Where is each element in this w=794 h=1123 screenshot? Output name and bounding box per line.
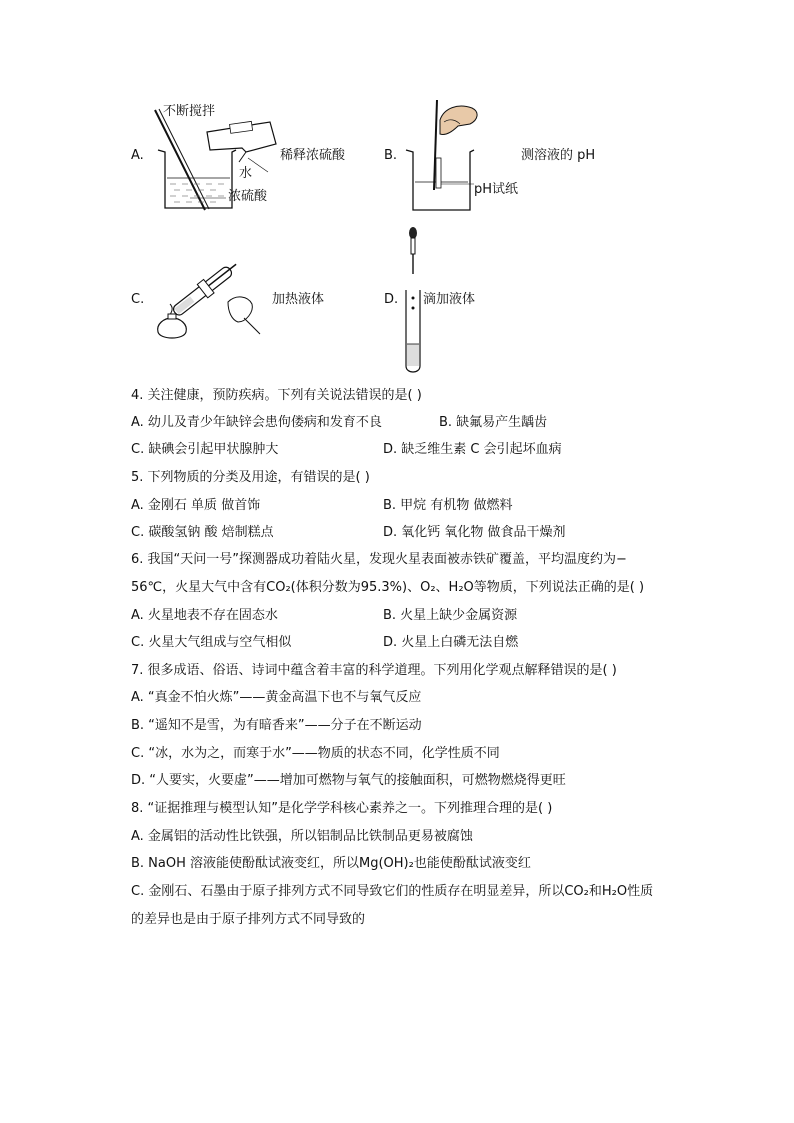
question-6-stem-line-2: 56℃，火星大气中含有CO₂(体积分数为95.3%)、O₂、H₂O等物质，下列说法正确的是( ) (131, 580, 645, 595)
question-4-option-a: A. 幼儿及青少年缺锌会患佝偻病和发育不良 (131, 415, 382, 430)
caption-heat-liquid: 加热液体 (272, 292, 325, 307)
question-6-stem-line-1: 6. 我国“天问一号”探测器成功着陆火星，发现火星表面被赤铁矿覆盖，平均温度约为− (131, 552, 627, 567)
question-7-option-b: B. “遥知不是雪，为有暗香来”——分子在不断运动 (131, 718, 422, 733)
question-7-option-d: D. “人要实，火要虚”——增加可燃物与氧气的接触面积，可燃物燃烧得更旺 (131, 773, 566, 788)
question-8-option-c-line-1: C. 金刚石、石墨由于原子排列方式不同导致它们的性质存在明显差异，所以CO₂和H₂O性质 (131, 884, 654, 899)
question-5-option-b: B. 甲烷 有机物 做燃料 (383, 498, 513, 513)
question-7-option-a: A. “真金不怕火炼”——黄金高温下也不与氧气反应 (131, 690, 422, 705)
question-6-option-c: C. 火星大气组成与空气相似 (131, 635, 292, 650)
question-4-option-b: B. 缺氟易产生龋齿 (439, 415, 548, 430)
question-5-option-c: C. 碳酸氢钠 酸 焙制糕点 (131, 525, 274, 540)
heat-liquid-figure (148, 250, 268, 350)
question-4-stem: 4. 关注健康，预防疾病。下列有关说法错误的是( ) (131, 388, 422, 403)
option-letter-b: B. (384, 148, 398, 163)
question-5-option-a: A. 金刚石 单质 做首饰 (131, 498, 261, 513)
question-8-option-c-line-2: 的差异也是由于原子排列方式不同导致的 (131, 912, 366, 927)
measure-ph-figure (400, 98, 530, 216)
caption-measure-ph: 测溶液的 pH (521, 148, 596, 163)
label-ph-paper: pH试纸 (474, 182, 519, 197)
option-letter-d: D. (384, 292, 399, 307)
caption-drop-liquid: 滴加液体 (423, 292, 476, 307)
question-4-option-d: D. 缺乏维生素 C 会引起坏血病 (383, 442, 562, 457)
caption-dilute-acid: 稀释浓硫酸 (280, 148, 346, 163)
question-5-stem: 5. 下列物质的分类及用途，有错误的是( ) (131, 470, 370, 485)
question-6-option-b: B. 火星上缺少金属资源 (383, 608, 518, 623)
question-7-option-c: C. “冰，水为之，而寒于水”——物质的状态不同，化学性质不同 (131, 746, 500, 761)
option-letter-a: A. (131, 148, 144, 163)
question-7-stem: 7. 很多成语、俗语、诗词中蕴含着丰富的科学道理。下列用化学观点解释错误的是( ) (131, 663, 617, 678)
label-stir: 不断搅拌 (163, 104, 216, 119)
option-letter-c: C. (131, 292, 145, 307)
question-8-option-b: B. NaOH 溶液能使酚酞试液变红，所以Mg(OH)₂也能使酚酞试液变红 (131, 856, 531, 871)
question-8-stem: 8. “证据推理与模型认知”是化学学科核心素养之一。下列推理合理的是( ) (131, 801, 553, 816)
question-6-option-d: D. 火星上白磷无法自燃 (383, 635, 519, 650)
question-8-option-a: A. 金属铝的活动性比铁强，所以铝制品比铁制品更易被腐蚀 (131, 829, 473, 844)
label-water: 水 (239, 166, 253, 181)
label-conc-acid: 浓硫酸 (228, 189, 268, 204)
question-5-option-d: D. 氧化钙 氧化物 做食品干燥剂 (383, 525, 566, 540)
question-4-option-c: C. 缺碘会引起甲状腺肿大 (131, 442, 279, 457)
question-6-option-a: A. 火星地表不存在固态水 (131, 608, 278, 623)
